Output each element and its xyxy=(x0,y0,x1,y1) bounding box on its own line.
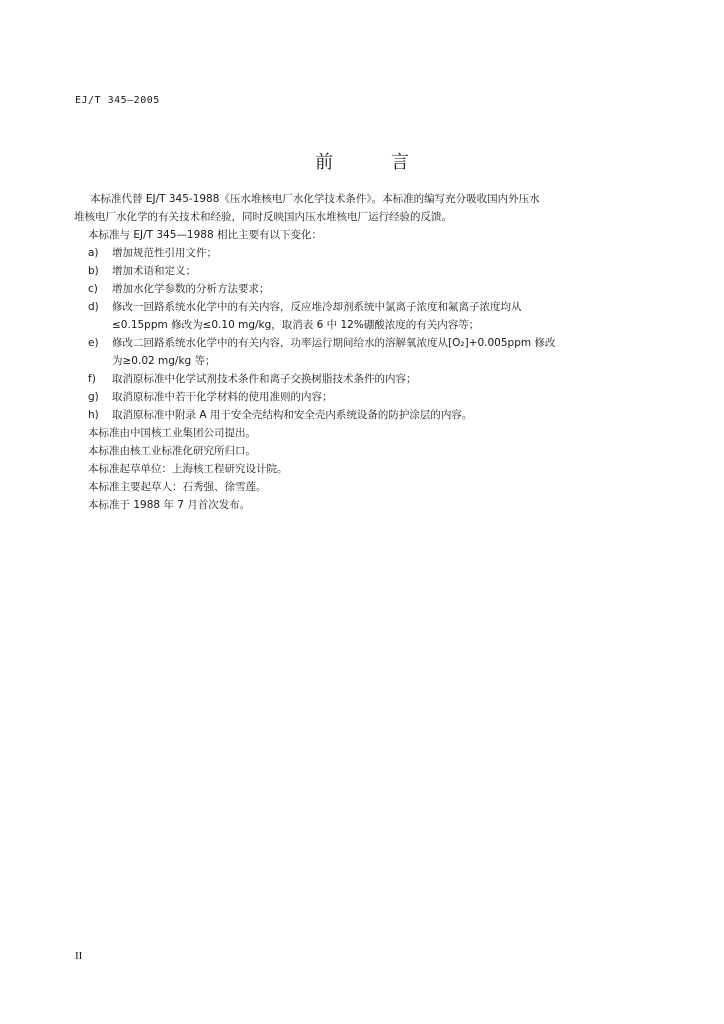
item-text: 取消原标准中若干化学材料的使用准则的内容； xyxy=(112,391,333,403)
document-code: EJ/T 345—2005 xyxy=(75,95,160,106)
change-item-a xyxy=(88,244,633,262)
item-label: f) xyxy=(88,373,96,385)
item-text: 修改二回路系统水化学中的有关内容，功率运行期间给水的溶解氧浓度从[O₂]+0.005ppm 修改 xyxy=(112,337,556,349)
first-issue-line: 本标准于 1988 年 7 月首次发布。 xyxy=(88,499,251,511)
item-label: e) xyxy=(88,337,99,349)
item-text: 增加术语和定义； xyxy=(112,265,196,277)
change-item-f xyxy=(88,370,633,388)
administrator-line: 本标准由核工业标准化研究所归口。 xyxy=(88,445,256,457)
proposer-line: 本标准由中国核工业集团公司提出。 xyxy=(88,427,256,439)
change-item-e xyxy=(88,334,633,370)
change-item-g xyxy=(88,388,633,406)
change-item-c xyxy=(88,280,633,298)
page-title: 前 言 xyxy=(315,152,435,173)
item-label: h) xyxy=(88,409,99,421)
item-text: 增加水化学参数的分析方法要求； xyxy=(112,283,270,295)
change-item-h xyxy=(88,406,633,424)
item-text-continuation: ≤0.15ppm 修改为≤0.10 mg/kg，取消表 6 中 12%硼酸浓度的有关内容等； xyxy=(112,319,480,331)
item-text-continuation: 为≥0.02 mg/kg 等； xyxy=(112,355,216,367)
page-number: II xyxy=(75,950,83,962)
item-label: a) xyxy=(88,247,99,259)
item-label: g) xyxy=(88,391,99,403)
changes-intro: 本标准与 EJ/T 345—1988 相比主要有以下变化： xyxy=(88,229,322,241)
change-item-b xyxy=(88,262,633,280)
intro-line-1: 本标准代替 EJ/T 345-1988《压水堆核电厂水化学技术条件》。本标准的编写充分吸收国内外压水 xyxy=(90,193,540,205)
item-text-block xyxy=(112,298,633,334)
item-text: 取消原标准中化学试剂技术条件和离子交换树脂技术条件的内容； xyxy=(112,373,417,385)
item-text: 取消原标准中附录 A 用于安全壳结构和安全壳内系统设备的防护涂层的内容。 xyxy=(112,409,473,421)
item-text: 修改一回路系统水化学中的有关内容，反应堆冷却剂系统中氯离子浓度和氟离子浓度均从 xyxy=(112,301,522,313)
item-label: b) xyxy=(88,265,99,277)
item-label: c) xyxy=(88,283,98,295)
item-label: d) xyxy=(88,301,99,313)
item-text: 增加规范性引用文件； xyxy=(112,247,217,259)
item-text-block xyxy=(112,334,633,370)
intro-line-2: 堆核电厂水化学的有关技术和经验，同时反映国内压水堆核电厂运行经验的反馈。 xyxy=(74,211,452,223)
drafting-unit-line: 本标准起草单位：上海核工程研究设计院。 xyxy=(88,463,288,475)
drafters-line: 本标准主要起草人：石秀强、徐雪莲。 xyxy=(88,481,267,493)
change-item-d xyxy=(88,298,633,334)
foreword-body xyxy=(74,190,633,514)
